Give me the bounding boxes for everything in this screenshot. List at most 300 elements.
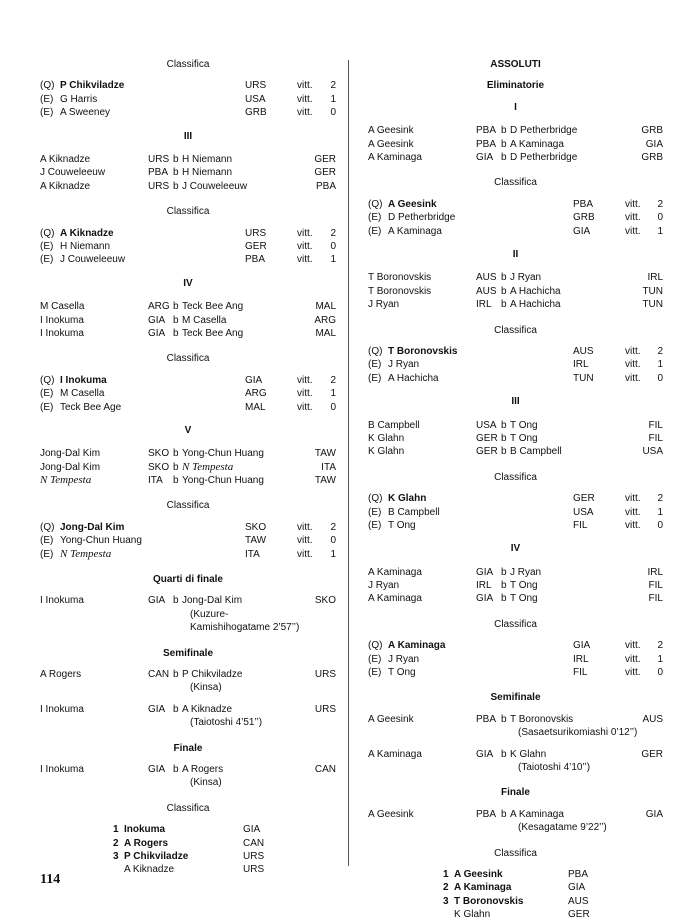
winner-name: A Kiknadze: [40, 180, 91, 192]
standing-name: H Niemann: [60, 240, 111, 252]
match-row: [40, 314, 336, 327]
beat-marker: b: [501, 138, 507, 150]
wins-label: vitt.: [297, 388, 313, 400]
spacer: [368, 71, 663, 79]
classifica-heading: Classifica: [166, 206, 210, 218]
wins-label: vitt.: [625, 667, 641, 679]
beat-marker: b: [501, 748, 507, 760]
standing-tag: (Q): [368, 493, 383, 505]
standing-tag: (Q): [40, 521, 55, 533]
winner-country: IRL: [476, 580, 492, 592]
winner-name: J Ryan: [368, 299, 400, 311]
match-row: [40, 461, 336, 474]
standing-row: [40, 227, 336, 240]
round-heading: Finale: [501, 787, 530, 799]
match-note-text: (Taiotoshi 4’51’’): [190, 717, 263, 729]
wins-count: 0: [657, 372, 663, 384]
beat-marker: b: [173, 461, 179, 473]
winner-name: J Couweleeuw: [40, 167, 106, 179]
spacer: [368, 337, 663, 345]
winner-country: GIA: [148, 327, 166, 339]
beat-marker: b: [173, 314, 179, 326]
standing-tag: (E): [40, 254, 54, 266]
winner-country: URS: [148, 153, 170, 165]
winner-country: GER: [476, 432, 498, 444]
final-rank: 2: [113, 837, 119, 849]
standing-tag: (E): [368, 225, 382, 237]
spacer: [40, 340, 336, 352]
standing-tag: (E): [368, 212, 382, 224]
standing-name: A Kiknadze: [60, 227, 114, 239]
opponent-country: TAW: [314, 448, 336, 460]
winner-country: SKO: [148, 461, 170, 473]
wins-count: 0: [657, 519, 663, 531]
spacer: [40, 790, 336, 802]
match-row: [368, 445, 663, 458]
right-column: [368, 58, 663, 922]
standing-name: J Ryan: [388, 653, 420, 665]
spacer: [368, 679, 663, 691]
standing-name: P Chikviladze: [60, 80, 125, 92]
left-column: [40, 58, 336, 877]
spacer: [40, 755, 336, 763]
spacer: [368, 114, 663, 124]
match-row: [40, 703, 336, 716]
standing-country: GRB: [245, 107, 267, 119]
beat-marker: b: [501, 713, 507, 725]
wins-label: vitt.: [625, 372, 641, 384]
standing-country: TUN: [573, 372, 594, 384]
section-heading: ASSOLUTI: [490, 59, 541, 70]
opponent-country: IRL: [647, 566, 663, 578]
opponent-country: URS: [314, 669, 336, 681]
standing-row: [40, 534, 336, 547]
spacer: [368, 556, 663, 566]
standing-name: D Petherbridge: [388, 212, 456, 224]
opponent-name: A Kaminaga: [510, 138, 564, 150]
spacer: [40, 290, 336, 300]
opponent-name: Yong-Chun Huang: [182, 448, 264, 460]
standing-tag: (E): [40, 93, 54, 105]
match-note: [40, 621, 336, 634]
wins-count: 1: [330, 93, 336, 105]
opponent-country: USA: [642, 446, 663, 458]
match-row: [40, 300, 336, 313]
beat-marker: b: [173, 153, 179, 165]
spacer: [368, 484, 663, 492]
winner-country: PBA: [148, 167, 169, 179]
standing-country: TAW: [245, 535, 267, 547]
opponent-name: Yong-Chun Huang: [182, 475, 264, 487]
standing-tag: (E): [40, 401, 54, 413]
winner-name: I Inokuma: [40, 314, 84, 326]
standing-row: [368, 358, 663, 371]
opponent-country: FIL: [648, 593, 663, 605]
standing-country: IRL: [573, 359, 589, 371]
wins-label: vitt.: [297, 254, 313, 266]
standing-row: [40, 521, 336, 534]
spacer: [40, 586, 336, 594]
match-row: [40, 474, 336, 487]
standing-name: A Sweeney: [60, 107, 111, 119]
final-country: GIA: [568, 882, 586, 894]
final-rank: 3: [113, 850, 119, 862]
opponent-name: N Tempesta: [182, 460, 234, 473]
winner-name: J Ryan: [368, 580, 400, 592]
winner-name: T Boronovskis: [368, 272, 432, 284]
winner-name: K Glahn: [368, 446, 405, 458]
final-country: CAN: [243, 837, 265, 849]
spacer: [40, 437, 336, 447]
opponent-country: TAW: [314, 475, 336, 487]
opponent-name: T Ong: [510, 580, 538, 592]
opponent-country: FIL: [648, 580, 663, 592]
opponent-name: M Casella: [182, 314, 227, 326]
standing-name: J Ryan: [388, 359, 420, 371]
beat-marker: b: [501, 125, 507, 137]
final-standing-row: [40, 863, 336, 876]
winner-country: GER: [476, 446, 498, 458]
spacer: [40, 219, 336, 227]
standing-name: N Tempesta: [60, 547, 112, 560]
beat-marker: b: [501, 285, 507, 297]
opponent-country: ARG: [314, 314, 336, 326]
opponent-country: FIL: [648, 419, 663, 431]
standing-tag: (Q): [40, 374, 55, 386]
standing-name: Jong-Dal Kim: [60, 521, 125, 533]
opponent-country: TUN: [642, 285, 663, 297]
winner-country: GIA: [476, 593, 494, 605]
winner-country: GIA: [148, 703, 166, 715]
spacer: [40, 730, 336, 742]
classifica-heading: Classifica: [166, 59, 210, 70]
beat-marker: b: [501, 152, 507, 163]
winner-name: Jong-Dal Kim: [40, 448, 101, 460]
standing-tag: (E): [40, 240, 54, 252]
match-row: [40, 594, 336, 607]
final-country: GIA: [243, 824, 261, 836]
beat-marker: b: [173, 167, 179, 179]
classifica-heading: Classifica: [166, 353, 210, 365]
standing-name: J Couweleeuw: [60, 254, 126, 266]
opponent-name: A Rogers: [182, 764, 224, 775]
standing-name: A Hachicha: [388, 372, 439, 384]
winner-name: A Geesink: [368, 713, 414, 725]
opponent-name: Teck Bee Ang: [182, 301, 244, 313]
opponent-country: ITA: [321, 461, 336, 473]
winner-country: PBA: [476, 713, 497, 725]
beat-marker: b: [501, 580, 507, 592]
wins-count: 1: [657, 359, 663, 371]
beat-marker: b: [501, 299, 507, 311]
wins-label: vitt.: [625, 359, 641, 371]
match-row: [368, 748, 663, 761]
winner-country: GIA: [476, 566, 494, 578]
wins-count: 1: [330, 254, 336, 266]
opponent-name: P Chikviladze: [182, 669, 243, 681]
match-note-text: (Sasaetsurikomiashi 0’12’’): [518, 727, 638, 739]
standing-tag: (Q): [368, 198, 383, 210]
wins-label: vitt.: [297, 374, 313, 386]
wins-count: 1: [330, 388, 336, 400]
standing-row: [368, 492, 663, 505]
winner-country: ARG: [148, 301, 170, 313]
beat-marker: b: [173, 448, 179, 460]
pool-heading: II: [512, 248, 519, 260]
spacer: [40, 660, 336, 668]
standing-country: GER: [245, 240, 267, 252]
final-name: P Chikviladze: [124, 850, 189, 862]
final-standing-row: [40, 837, 336, 850]
match-note-text: (Kuzure-: [190, 608, 229, 620]
final-name: K Glahn: [454, 909, 491, 921]
winner-name: A Kaminaga: [368, 566, 422, 578]
winner-name: N Tempesta: [40, 474, 92, 487]
round-heading: Quarti di finale: [152, 574, 223, 586]
standing-tag: (Q): [40, 227, 55, 239]
standing-tag: (E): [368, 667, 382, 679]
match-row: [40, 180, 336, 193]
wins-count: 0: [330, 107, 336, 119]
winner-name: I Inokuma: [40, 703, 84, 715]
standing-country: ARG: [245, 388, 267, 400]
spacer: [368, 459, 663, 471]
wins-label: vitt.: [297, 107, 313, 119]
match-row: [40, 327, 336, 340]
match-row: [40, 763, 336, 776]
standing-row: [40, 374, 336, 387]
match-note-text: (Kinsa): [190, 777, 222, 789]
opponent-name: Teck Bee Ang: [182, 327, 244, 339]
winner-name: T Boronovskis: [368, 285, 432, 297]
standing-name: K Glahn: [388, 493, 427, 505]
round-heading: Semifinale: [490, 692, 541, 704]
final-country: AUS: [568, 895, 589, 907]
final-rank: 1: [113, 824, 119, 836]
beat-marker: b: [501, 272, 507, 284]
winner-country: PBA: [476, 138, 497, 150]
opponent-name: D Petherbridge: [510, 152, 578, 163]
wins-count: 2: [657, 493, 663, 505]
wins-label: vitt.: [625, 653, 641, 665]
spacer: [368, 705, 663, 713]
spacer: [40, 143, 336, 153]
standing-row: [368, 198, 663, 211]
match-row: [368, 138, 663, 151]
match-row: [40, 153, 336, 166]
pool-heading: III: [511, 396, 520, 408]
beat-marker: b: [501, 566, 507, 578]
wins-label: vitt.: [297, 227, 313, 239]
winner-country: URS: [148, 180, 170, 192]
beat-marker: b: [501, 432, 507, 444]
opponent-name: J Couweleeuw: [182, 180, 248, 192]
standing-tag: (E): [368, 372, 382, 384]
spacer: [40, 513, 336, 521]
opponent-name: K Glahn: [510, 748, 547, 760]
spacer: [368, 409, 663, 419]
match-note-text: Kamishihogatame 2’57’’): [190, 622, 300, 634]
classifica-heading: Classifica: [494, 618, 537, 630]
standing-country: URS: [245, 227, 267, 239]
winner-country: GIA: [476, 152, 494, 163]
winner-name: A Geesink: [368, 808, 414, 820]
spacer: [368, 860, 663, 868]
spacer: [368, 190, 663, 198]
winner-country: AUS: [476, 272, 497, 284]
winner-name: I Inokuma: [40, 327, 84, 339]
spacer: [368, 261, 663, 271]
match-row: [368, 808, 663, 821]
wins-count: 2: [657, 640, 663, 652]
spacer: [40, 71, 336, 79]
wins-count: 1: [330, 548, 336, 560]
beat-marker: b: [501, 446, 507, 458]
winner-name: A Kaminaga: [368, 152, 422, 163]
opponent-country: MAL: [315, 327, 336, 339]
standing-tag: (E): [368, 506, 382, 518]
wins-count: 2: [330, 521, 336, 533]
opponent-country: GER: [641, 748, 663, 760]
standing-row: [368, 225, 663, 238]
spacer: [368, 532, 663, 542]
match-note-text: (Kesagatame 9’22’’): [518, 822, 607, 834]
match-row: [368, 579, 663, 592]
final-rank: 1: [443, 869, 449, 880]
winner-name: B Campbell: [368, 419, 420, 431]
standing-tag: (E): [40, 548, 54, 560]
wins-label: vitt.: [297, 80, 313, 92]
final-standing-row: [368, 881, 663, 894]
standing-country: PBA: [245, 254, 266, 266]
match-row: [368, 566, 663, 579]
opponent-name: A Kiknadze: [182, 703, 233, 715]
match-row: [368, 713, 663, 726]
standing-name: Teck Bee Age: [60, 401, 122, 413]
winner-name: K Glahn: [368, 432, 405, 444]
beat-marker: b: [501, 419, 507, 431]
wins-count: 1: [657, 653, 663, 665]
standing-name: G Harris: [60, 93, 98, 105]
winner-country: GIA: [148, 595, 166, 607]
match-note-text: (Taiotoshi 4’10’’): [518, 762, 591, 774]
standing-country: FIL: [573, 519, 588, 531]
standing-name: A Kaminaga: [388, 640, 446, 652]
opponent-country: GIA: [645, 138, 663, 150]
winner-name: A Geesink: [368, 125, 414, 137]
spacer: [40, 695, 336, 703]
standing-country: USA: [573, 506, 594, 518]
spacer: [368, 774, 663, 786]
opponent-name: J Ryan: [510, 566, 542, 578]
winner-name: A Kaminaga: [368, 748, 422, 760]
spacer: [368, 238, 663, 248]
round-heading: Finale: [173, 742, 203, 754]
winner-country: GIA: [148, 314, 166, 326]
match-row: [368, 419, 663, 432]
column-divider: [348, 60, 349, 866]
match-note: [40, 608, 336, 621]
wins-count: 0: [657, 212, 663, 224]
spacer: [40, 815, 336, 823]
final-name: A Kaminaga: [454, 882, 512, 894]
standing-tag: (E): [40, 388, 54, 400]
standing-tag: (E): [40, 107, 54, 119]
final-classifica-heading: Classifica: [494, 847, 537, 859]
beat-marker: b: [173, 475, 179, 487]
standing-country: GIA: [245, 374, 263, 386]
round-heading: Semifinale: [162, 647, 214, 659]
classifica-heading: Classifica: [494, 177, 537, 189]
winner-name: M Casella: [40, 301, 85, 313]
spacer: [368, 93, 663, 101]
standing-row: [368, 345, 663, 358]
opponent-country: URS: [314, 703, 336, 715]
classifica-heading: Classifica: [494, 324, 537, 336]
spacer: [368, 606, 663, 618]
spacer: [40, 635, 336, 647]
standing-row: [40, 93, 336, 106]
winner-country: GIA: [476, 748, 494, 760]
match-note-text: (Kinsa): [190, 682, 222, 694]
winner-country: ITA: [148, 475, 163, 487]
spacer: [40, 267, 336, 277]
final-name: Inokuma: [124, 824, 166, 836]
standing-tag: (E): [368, 359, 382, 371]
winner-country: AUS: [476, 285, 497, 297]
standing-row: [368, 653, 663, 666]
standing-tag: (Q): [368, 640, 383, 652]
final-standing-row: [368, 908, 663, 921]
match-row: [368, 271, 663, 284]
standing-tag: (Q): [368, 345, 383, 357]
wins-count: 0: [330, 240, 336, 252]
opponent-name: A Hachicha: [510, 299, 561, 311]
standing-country: GER: [573, 493, 595, 505]
opponent-country: IRL: [647, 272, 663, 284]
standing-name: Yong-Chun Huang: [60, 535, 142, 547]
match-note: [40, 716, 336, 729]
match-note: [40, 776, 336, 789]
standing-row: [368, 372, 663, 385]
opponent-country: MAL: [315, 301, 336, 313]
winner-country: CAN: [148, 669, 170, 681]
winner-country: GIA: [148, 764, 166, 775]
classifica-heading: Classifica: [166, 500, 210, 512]
opponent-country: TUN: [642, 299, 663, 311]
opponent-name: H Niemann: [182, 167, 233, 179]
standing-country: USA: [245, 93, 266, 105]
standing-name: M Casella: [60, 388, 105, 400]
wins-label: vitt.: [625, 506, 641, 518]
wins-label: vitt.: [625, 225, 641, 237]
opponent-country: GRB: [641, 125, 663, 137]
match-row: [368, 298, 663, 311]
match-row: [40, 668, 336, 681]
beat-marker: b: [173, 180, 179, 192]
opponent-country: AUS: [642, 713, 663, 725]
opponent-name: D Petherbridge: [510, 125, 578, 137]
match-row: [40, 166, 336, 179]
final-standing-row: [40, 850, 336, 863]
wins-label: vitt.: [297, 240, 313, 252]
opponent-country: GIA: [645, 808, 663, 820]
winner-name: A Geesink: [368, 138, 414, 150]
standing-country: URS: [245, 80, 267, 92]
final-country: URS: [243, 864, 265, 876]
opponent-country: SKO: [314, 595, 336, 607]
match-row: [368, 124, 663, 137]
